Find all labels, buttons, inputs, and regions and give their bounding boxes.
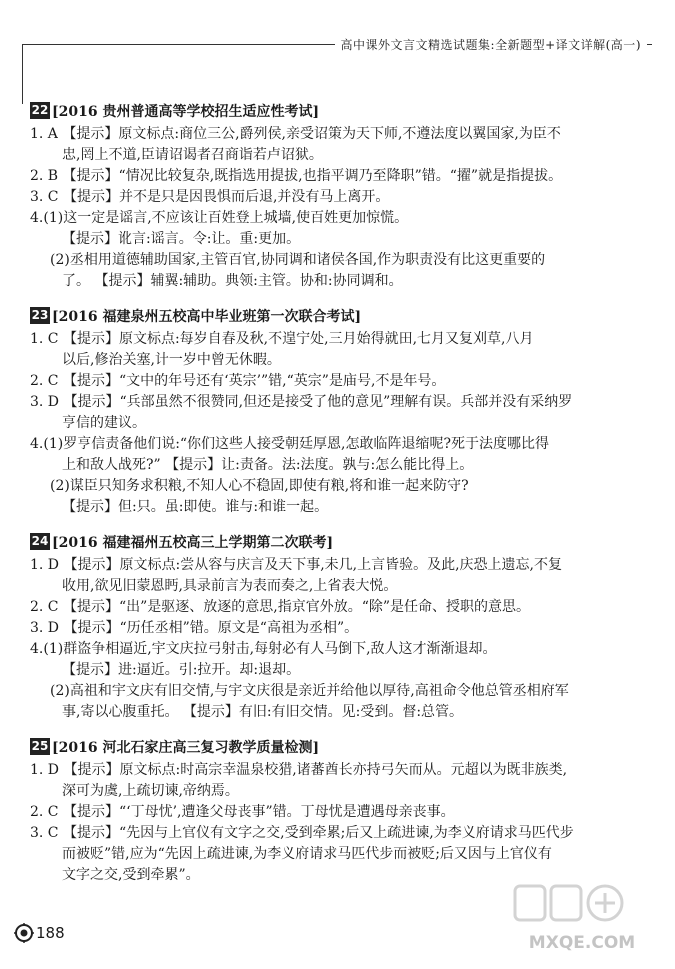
answer-line: (2)谋臣只知务求积粮,不知人心不稳固,即使有粮,将和谁一起来防守? — [50, 478, 469, 494]
running-title: 高中课外文言文精选试题集:全新题型+译文详解(高一) — [335, 36, 647, 53]
answer-line: 上和敌人战死?” 【提示】让:责备。法:法度。孰与:怎么能比得上。 — [62, 457, 474, 473]
answer-line: 1. C 【提示】原文标点:每岁自春及秋,不遑宁处,三月始得就田,七月又复刈草,八月 — [30, 331, 534, 347]
question-number-badge: 23 — [31, 308, 49, 322]
question-number-badge: 22 — [31, 103, 49, 117]
answer-line: 3. D 【提示】“历任丞相”错。原文是“高祖为丞相”。 — [30, 620, 359, 636]
answer-section — [30, 531, 640, 723]
section-heading — [30, 305, 640, 326]
page-number: 188 — [36, 924, 65, 942]
answer-line: 1. A 【提示】原文标点:商位三公,爵列侯,亲受诏策为天下师,不遵法度以翼国家,为臣不 — [30, 126, 561, 142]
answer-content — [30, 100, 640, 899]
answer-line: 事,寄以心腹重托。 【提示】有旧:有旧交情。见:受到。督:总管。 — [62, 704, 464, 720]
answer-line: 3. C 【提示】“先因与上官仪有文字之交,受到牵累;后又上疏进谏,为李义府请求马匹代步 — [30, 825, 574, 841]
section-heading — [30, 736, 640, 757]
answer-line: 【提示】但:只。虽:即使。谁与:和谁一起。 — [62, 499, 329, 515]
answer-line: 以后,修治关塞,计一岁中曾无休暇。 — [62, 352, 281, 368]
answer-section — [30, 305, 640, 518]
watermark-text: MXQE.COM — [528, 933, 636, 953]
answer-line: 2. C 【提示】“出”是驱逐、放逐的意思,指京官外放。“除”是任命、授职的意思。 — [30, 599, 531, 615]
exam-source-title: [2016 河北石家庄高三复习教学质量检测] — [52, 739, 320, 756]
answer-line: 3. D 【提示】“兵部虽然不很赞同,但还是接受了他的意见”理解有误。兵部并没有采纳罗 — [30, 394, 573, 410]
answer-line: 4.(1)群盗争相逼近,宇文庆拉弓射击,每射必有人马倒下,敌人这才渐渐退却。 — [30, 641, 497, 657]
answer-line: 忠,罔上不道,臣请诏谒者召商诣若卢诏狱。 — [62, 147, 323, 163]
exam-source-title: [2016 贵州普通高等学校招生适应性考试] — [52, 103, 320, 120]
answer-line: 2. C 【提示】“文中的年号还有‘英宗’”错,“英宗”是庙号,不是年号。 — [30, 373, 446, 389]
answer-line: 1. D 【提示】原文标点:尝从容与庆言及天下事,未几,上言皆验。及此,庆恐上遗忘,不复 — [30, 557, 562, 573]
section-heading — [30, 531, 640, 552]
answer-line: 亨信的建议。 — [62, 415, 146, 431]
answer-line: 【提示】讹言:谣言。令:让。重:更加。 — [62, 231, 301, 247]
answer-line: 2. C 【提示】“‘丁母忧’,遭逢父母丧事”错。丁母忧是遭遇母亲丧事。 — [30, 804, 455, 820]
question-number-badge: 24 — [31, 534, 49, 548]
answer-line: 而被贬”错,应为“先因上疏进谏,为李义府请求马匹代步而被贬;后又因与上官仪有 — [62, 846, 552, 862]
exam-source-title: [2016 福建福州五校高三上学期第二次联考] — [52, 534, 334, 551]
watermark-logo — [507, 878, 657, 958]
answer-line: 深可为虞,上疏切谏,帝纳焉。 — [62, 783, 239, 799]
answer-line: 3. C 【提示】并不是只是因畏惧而后退,并没有马上离开。 — [30, 189, 390, 205]
exam-source-title: [2016 福建泉州五校高中毕业班第一次联合考试] — [52, 308, 362, 325]
answer-line: 【提示】进:逼近。引:拉开。却:退却。 — [62, 662, 301, 678]
section-heading — [30, 100, 640, 121]
answer-line: 文字之交,受到牵累”。 — [62, 867, 200, 883]
answer-line: 收用,欲见旧蒙恩眄,具录前言为表而奏之,上省表大悦。 — [62, 578, 398, 594]
question-number-badge: 25 — [31, 739, 49, 753]
header-left-rule — [22, 44, 23, 104]
answer-line: 4.(1)这一定是谣言,不应该让百姓登上城墙,使百姓更加惊慌。 — [30, 210, 409, 226]
answer-line: 2. B 【提示】“情况比较复杂,既指选用提拔,也指平调乃至降职”错。“擢”就是指提拔。 — [30, 168, 563, 184]
answer-line: 1. D 【提示】原文标点:时高宗幸温泉校猎,诸蕃酋长亦持弓矢而从。元超以为既非族类, — [30, 762, 568, 778]
answer-line: (2)丞相用道德辅助国家,主管百官,协同调和诸侯各国,作为职责没有比这更重要的 — [50, 252, 546, 268]
answer-line: (2)高祖和宇文庆有旧交情,与宇文庆很是亲近并给他以厚待,高祖命令他总管丞相府军 — [50, 683, 569, 699]
answer-section — [30, 100, 640, 292]
answer-line: 了。 【提示】辅翼:辅助。典领:主管。协和:协同调和。 — [62, 273, 403, 289]
page-ornament-icon — [14, 923, 34, 943]
answer-section — [30, 736, 640, 886]
answer-line: 4.(1)罗亨信责备他们说:“你们这些人接受朝廷厚恩,怎敢临阵退缩呢?死于法度哪比得 — [30, 436, 550, 452]
